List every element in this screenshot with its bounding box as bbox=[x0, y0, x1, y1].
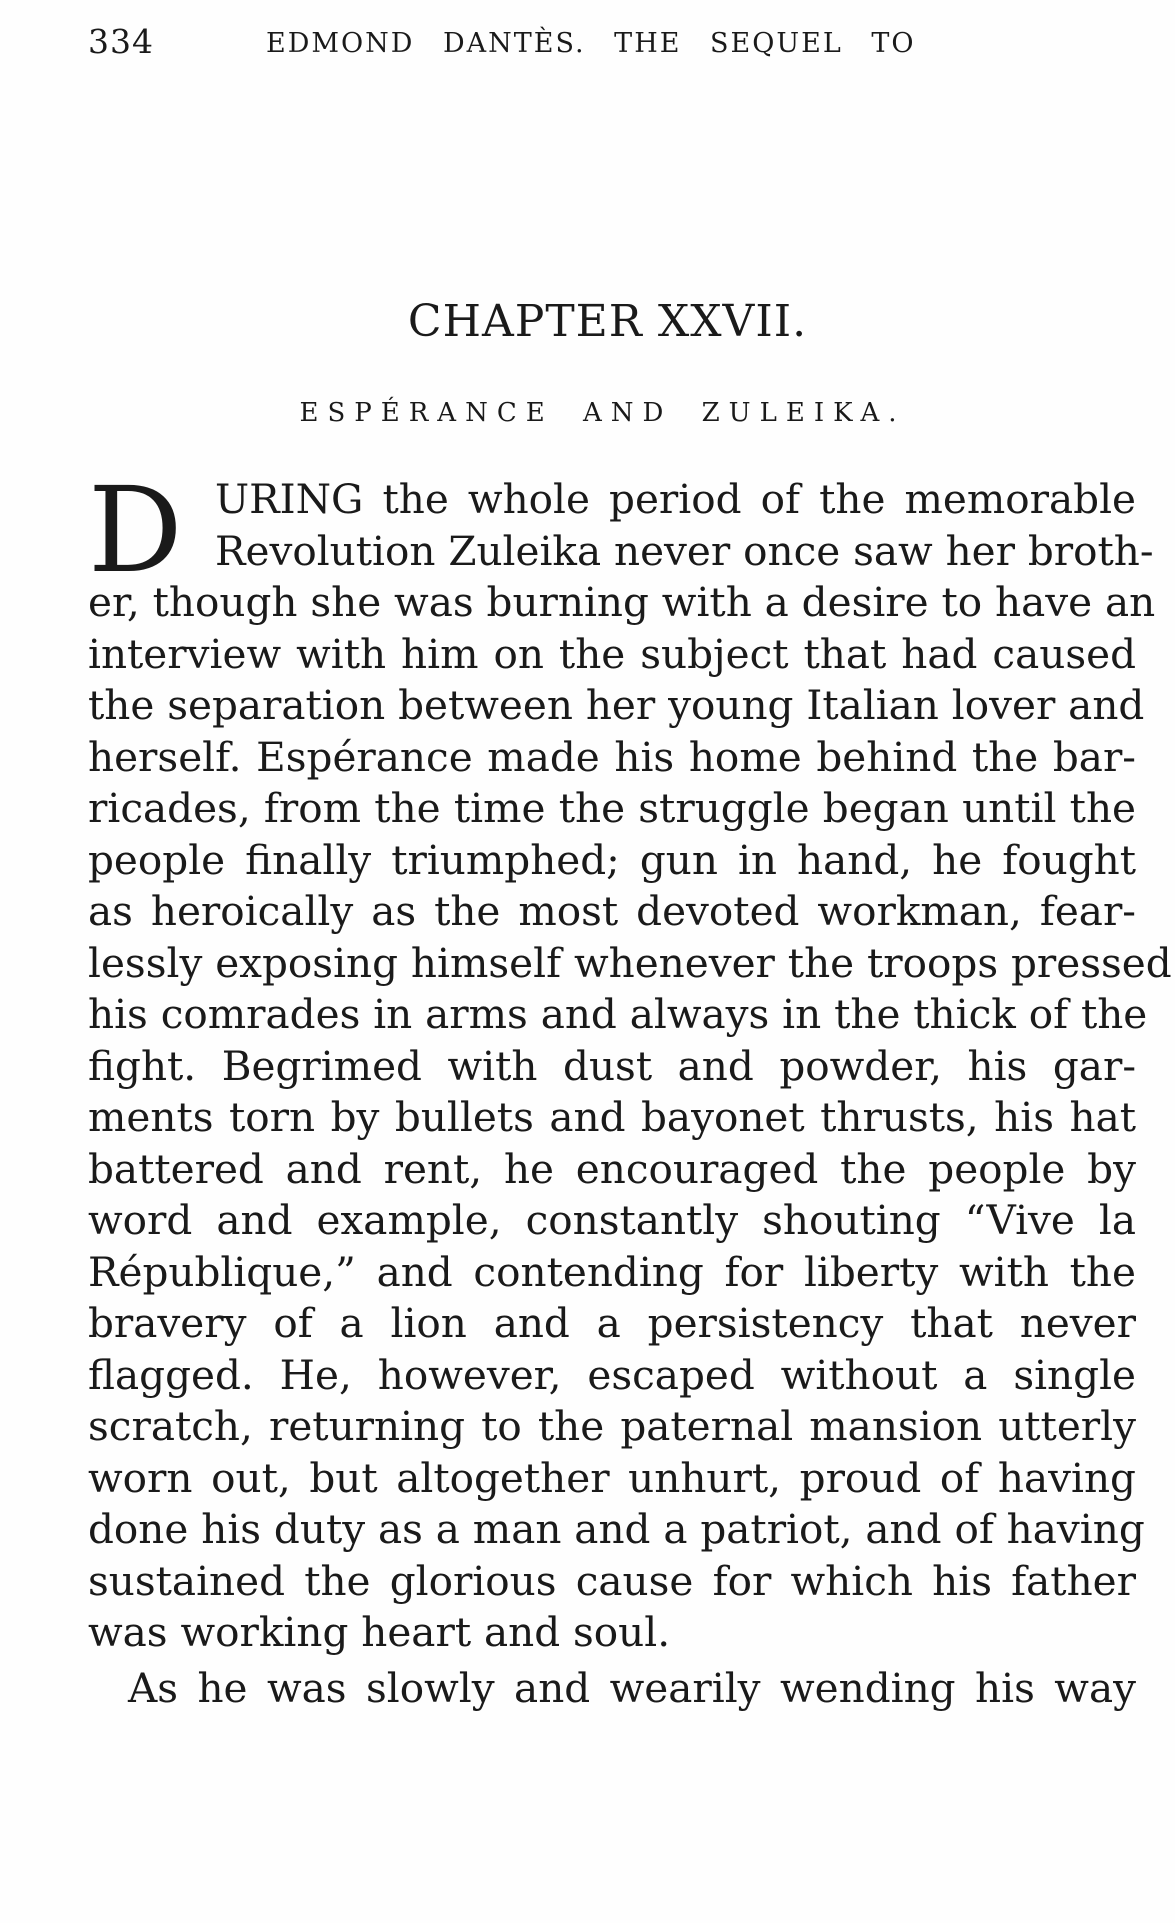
text-line: done his duty as a man and a patriot, and of having bbox=[88, 1505, 1145, 1553]
text-line: flagged. He, however, escaped without a single bbox=[88, 1350, 1136, 1399]
text-line: er, though she was burning with a desire to have an bbox=[88, 578, 1156, 626]
running-header bbox=[88, 22, 988, 70]
text-line: sustained the glorious cause for which his father bbox=[88, 1556, 1136, 1605]
text-line: scratch, returning to the paternal mansion utterly bbox=[88, 1402, 1136, 1450]
page-number: 334 bbox=[88, 22, 154, 61]
text-line: URING the whole period of the memorable bbox=[215, 475, 1136, 523]
text-line: word and example, constantly shouting “Vive la bbox=[88, 1196, 1136, 1244]
text-line: the separation between her young Italian lover and bbox=[88, 681, 1145, 729]
text-line: lessly exposing himself whenever the troops pressed bbox=[88, 938, 1172, 987]
text-line: as heroically as the most devoted workman, fear- bbox=[88, 887, 1136, 935]
chapter-subtitle: ESPÉRANCE AND ZULEIKA. bbox=[299, 398, 906, 428]
text-line: bravery of a lion and a persistency that never bbox=[88, 1299, 1136, 1347]
text-line: République,” and contending for liberty with the bbox=[88, 1247, 1136, 1296]
body-text bbox=[88, 461, 1172, 1714]
text-line: his comrades in arms and always in the thick of the bbox=[88, 990, 1148, 1038]
chapter-title: CHAPTER XXVII. bbox=[407, 296, 808, 347]
running-title: EDMOND DANTÈS. THE SEQUEL TO bbox=[266, 28, 916, 59]
text-line: As he was slowly and wearily wending his way bbox=[128, 1663, 1136, 1712]
text-line: Revolution Zuleika never once saw her broth- bbox=[215, 526, 1154, 575]
text-line: people finally triumphed; gun in hand, he fought bbox=[88, 835, 1136, 884]
text-line: interview with him on the subject that had caused bbox=[88, 629, 1136, 678]
text-line: was working heart and soul. bbox=[88, 1608, 671, 1656]
text-line: fight. Begrimed with dust and powder, his gar- bbox=[88, 1041, 1136, 1090]
text-line: battered and rent, he encouraged the people by bbox=[88, 1144, 1136, 1193]
text-line: ments torn by bullets and bayonet thrusts, his hat bbox=[88, 1093, 1136, 1141]
drop-cap: D bbox=[88, 461, 183, 599]
text-line: herself. Espérance made his home behind the bar- bbox=[88, 732, 1136, 781]
text-line: ricades, from the time the struggle began until the bbox=[88, 784, 1136, 832]
text-line: worn out, but altogether unhurt, proud of having bbox=[88, 1453, 1136, 1502]
